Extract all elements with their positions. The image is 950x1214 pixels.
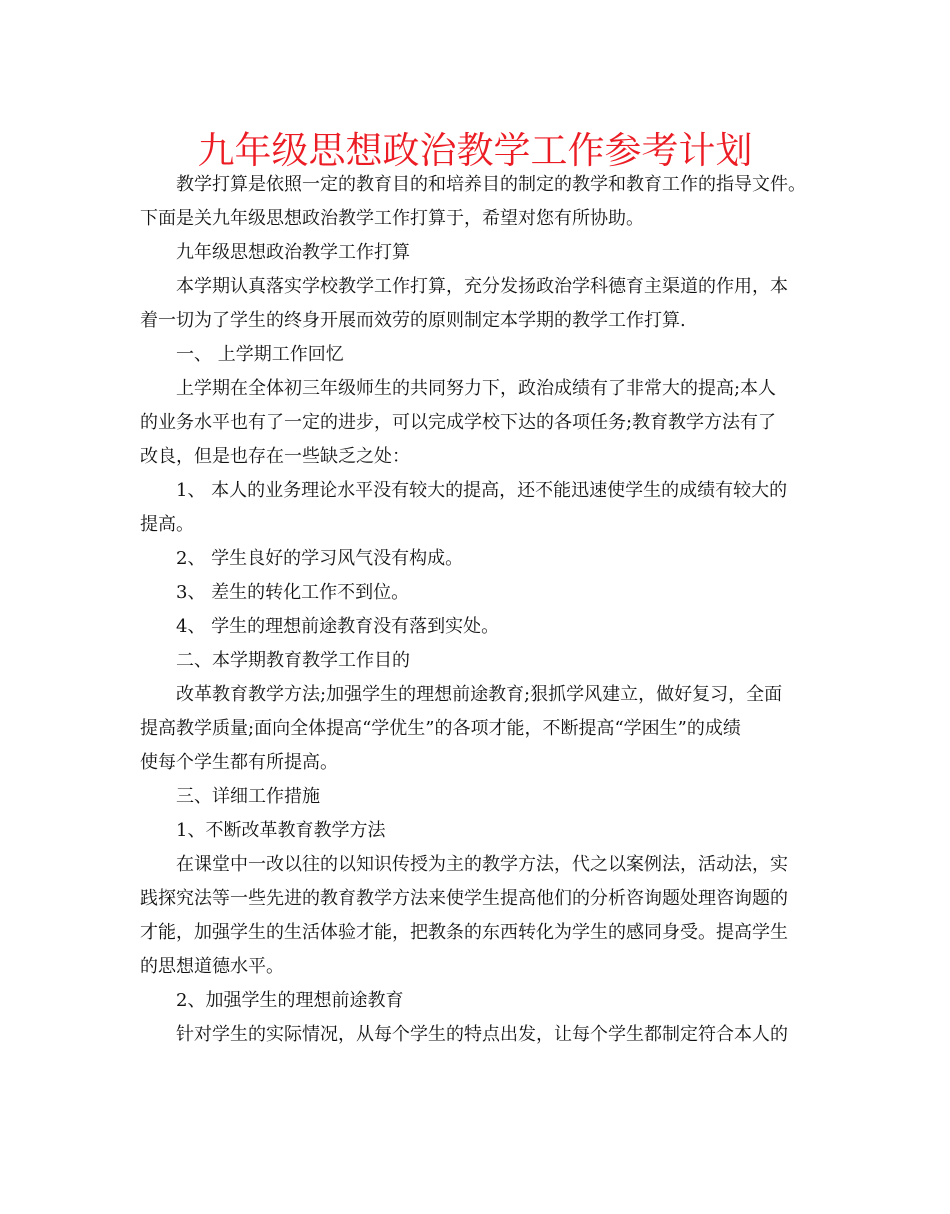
text-line: 使每个学生都有所提高。 bbox=[140, 752, 338, 773]
text-line: 3、 差生的转化工作不到位。 bbox=[176, 582, 410, 603]
text-line: 二、本学期教育教学工作目的 bbox=[176, 650, 410, 671]
text-line: 2、 学生良好的学习风气没有构成。 bbox=[176, 548, 464, 569]
text-line: 1、不断改革教育教学方法 bbox=[176, 820, 386, 841]
text-line: 改革教育教学方法;加强学生的理想前途教育;狠抓学风建立，做好复习，全面 bbox=[176, 684, 783, 705]
text-line: 在课堂中一改以往的以知识传授为主的教学方法，代之以案例法，活动法，实 bbox=[176, 854, 788, 875]
text-line: 1、 本人的业务理论水平没有较大的提高，还不能迅速使学生的成绩有较大的 bbox=[176, 480, 788, 501]
text-line: 提高。 bbox=[140, 514, 194, 535]
text-line: 下面是关九年级思想政治教学工作打算于，希望对您有所协助。 bbox=[140, 208, 644, 229]
text-line: 践探究法等一些先进的教育教学方法来使学生提高他们的分析咨询题处理咨询题的 bbox=[140, 888, 788, 909]
text-line: 本学期认真落实学校教学工作打算，充分发扬政治学科德育主渠道的作用，本 bbox=[176, 276, 788, 297]
text-line: 上学期在全体初三年级师生的共同努力下，政治成绩有了非常大的提高;本人 bbox=[176, 378, 777, 399]
text-line: 改良，但是也存在一些缺乏之处： bbox=[140, 446, 410, 467]
text-line: 针对学生的实际情况，从每个学生的特点出发，让每个学生都制定符合本人的 bbox=[176, 1024, 788, 1045]
text-line: 2、加强学生的理想前途教育 bbox=[176, 990, 404, 1011]
text-line: 九年级思想政治教学工作打算 bbox=[176, 242, 410, 263]
text-line: 才能，加强学生的生活体验才能，把教条的东西转化为学生的感同身受。提高学生 bbox=[140, 922, 788, 943]
document-title: 九年级思想政治教学工作参考计划 bbox=[197, 129, 753, 172]
text-line: 教学打算是依照一定的教育目的和培养目的制定的教学和教育工作的指导文件。 bbox=[176, 174, 806, 195]
text-line: 4、 学生的理想前途教育没有落到实处。 bbox=[176, 616, 500, 637]
text-line: 一、 上学期工作回忆 bbox=[176, 344, 344, 365]
text-line: 提高教学质量;面向全体提高“学优生”的各项才能，不断提高“学困生”的成绩 bbox=[140, 718, 741, 739]
text-line: 的思想道德水平。 bbox=[140, 956, 284, 977]
text-line: 的业务水平也有了一定的进步，可以完成学校下达的各项任务;教育教学方法有了 bbox=[140, 412, 777, 433]
text-line: 三、详细工作措施 bbox=[176, 786, 320, 807]
text-line: 着一切为了学生的终身开展而效劳的原则制定本学期的教学工作打算. bbox=[140, 310, 686, 331]
document-body bbox=[140, 168, 812, 1052]
